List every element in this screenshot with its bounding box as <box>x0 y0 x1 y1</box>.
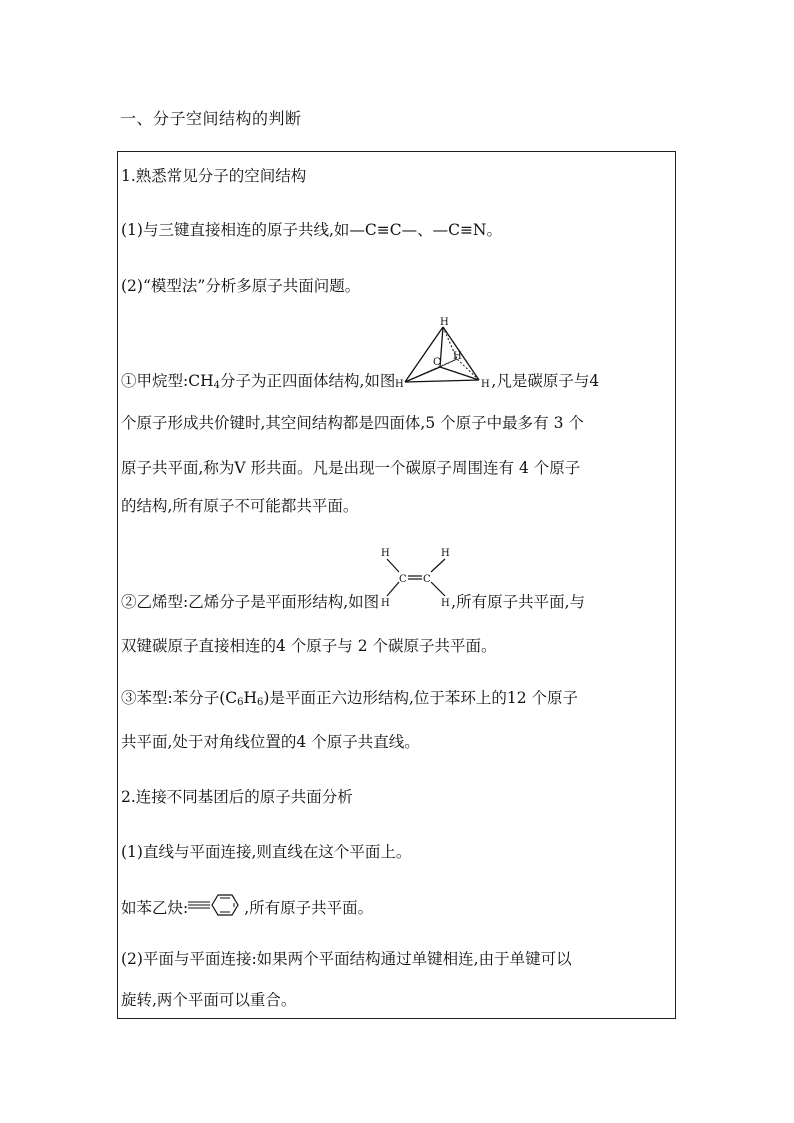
ethylene-label-h-bl: H <box>381 598 390 609</box>
methane-label-right: H <box>481 379 491 390</box>
benzene-mid: H <box>243 689 258 707</box>
ethylene-label-c2: C <box>423 574 431 585</box>
ethylene-structure-figure <box>379 542 451 612</box>
item1-p1: (1)与三键直接相连的原子共线,如—C≡C—、—C≡N。 <box>121 221 502 239</box>
benzene-post: )是平面正六边形结构,位于苯环上的12 个原子 <box>263 689 579 707</box>
ethylene-label-h-tl: H <box>381 548 390 559</box>
methane-label-top: H <box>440 317 450 328</box>
item2-p1: (1)直线与平面连接,则直线在这个平面上。 <box>121 843 412 861</box>
ethylene-label-c1: C <box>399 574 407 585</box>
benzene-sub2: 6 <box>257 697 264 708</box>
benzene-sub1: 6 <box>237 697 244 708</box>
content-box <box>117 151 676 1019</box>
item2-p3-line2: 旋转,两个平面可以重合。 <box>121 991 297 1009</box>
methane-label-back: H <box>453 351 463 362</box>
item2-heading: 2.连接不同基团后的原子共面分析 <box>121 788 353 806</box>
methane-label-left: H <box>395 379 405 390</box>
item2-p3-line1: (2)平面与平面连接:如果两个平面结构通过单键相连,由于单键可以 <box>121 950 572 968</box>
ethylene-line1 <box>121 542 585 612</box>
phenylacetylene-structure-figure <box>188 892 244 918</box>
methane-mid: 分子为正四面体结构,如图 <box>219 372 396 390</box>
methane-label-center: C <box>433 357 442 368</box>
methane-line2: 个原子形成共价键时,其空间结构都是四面体,5 个原子中最多有 3 个 <box>121 414 584 432</box>
benzene-line2: 共平面,处于对角线位置的4 个原子共直线。 <box>121 733 420 751</box>
benzene-line1 <box>121 686 578 708</box>
methane-pre: ①甲烷型:CH <box>121 372 214 390</box>
methane-line1 <box>121 315 599 391</box>
item2-p2 <box>121 892 373 918</box>
item1-heading: 1.熟悉常见分子的空间结构 <box>121 167 307 185</box>
phenylacetylene-post: ,所有原子共平面。 <box>244 899 374 917</box>
methane-sub: 4 <box>213 380 220 391</box>
ethylene-label-h-br: H <box>441 598 450 609</box>
phenylacetylene-pre: 如苯乙炔: <box>121 899 189 917</box>
item1-p2: (2)“模型法”分析多原子共面问题。 <box>121 277 361 295</box>
methane-line3: 原子共平面,称为V 形共面。凡是出现一个碳原子周围连有 4 个原子 <box>121 459 581 477</box>
methane-line4: 的结构,所有原子不可能都共平面。 <box>121 497 359 515</box>
methane-structure-figure <box>395 315 491 391</box>
ethylene-post: ,所有原子共平面,与 <box>451 593 586 611</box>
ethylene-pre: ②乙烯型:乙烯分子是平面形结构,如图 <box>121 593 380 611</box>
section-title: 一、分子空间结构的判断 <box>120 109 302 128</box>
benzene-pre: ③苯型:苯分子(C <box>121 689 238 707</box>
methane-post: ,凡是碳原子与4 <box>491 372 600 390</box>
ethylene-line2: 双键碳原子直接相连的4 个原子与 2 个碳原子共平面。 <box>121 637 497 655</box>
ethylene-label-h-tr: H <box>441 548 450 559</box>
